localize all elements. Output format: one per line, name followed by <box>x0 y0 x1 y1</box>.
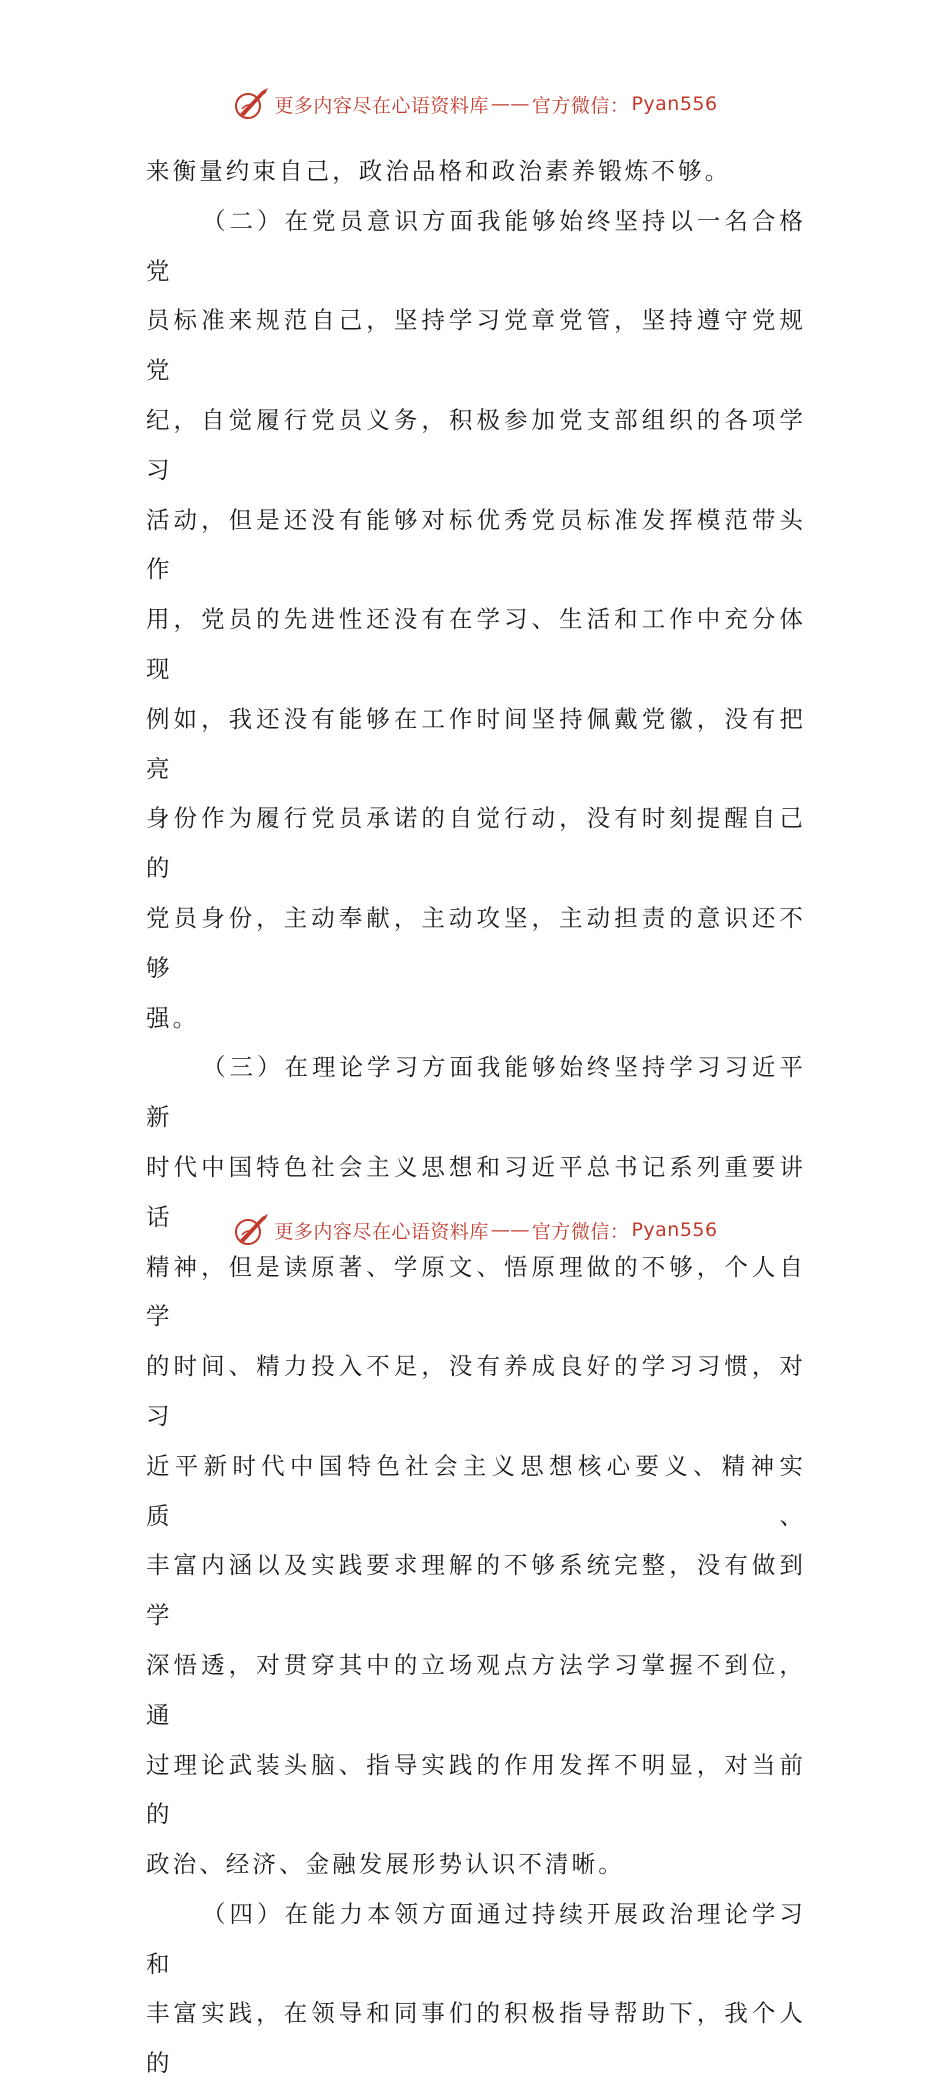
document-body <box>146 147 806 2089</box>
paragraph-3-line-1: （三）在理论学习方面我能够始终坚持学习习近平新 <box>146 1053 806 1132</box>
paragraph-2-line-8: 党员身份，主动奉献，主动攻坚，主动担责的意识还不够 <box>146 903 806 982</box>
footer-wechat-label: 官方微信： <box>531 1220 630 1243</box>
paragraph-3-line-4: 的时间、精力投入不足，没有养成良好的学习习惯，对习 <box>146 1352 806 1430</box>
paragraph-3-line-5: 近平新时代中国特色社会主义思想核心要义、精神实质、 <box>146 1451 806 1530</box>
paragraph-2-line-3: 纪，自觉履行党员义务，积极参加党支部组织的各项学习 <box>146 405 806 484</box>
quill-pen-logo-icon <box>232 87 270 121</box>
paragraph-3-line-6: 丰富内涵以及实践要求理解的不够系统完整，没有做到学 <box>146 1551 806 1630</box>
paragraph-2-line-2: 员标准来规范自己，坚持学习党章党管，坚持遵守党规党 <box>146 306 806 385</box>
paragraph-2-line-1: （二）在党员意识方面我能够始终坚持以一名合格党 <box>146 206 806 285</box>
paragraph-2-line-9: 强。 <box>146 1003 200 1032</box>
paragraph-2-line-4: 活动，但是还没有能够对标优秀党员标准发挥模范带头作 <box>146 505 806 584</box>
header-wechat-id: Pyan556 <box>631 93 718 115</box>
paragraph-3-line-2: 时代中国特色社会主义思想和习近平总书记系列重要讲话 <box>146 1152 806 1231</box>
paragraph-3-line-8: 过理论武装头脑、指导实践的作用发挥不明显，对当前的 <box>146 1750 806 1829</box>
header-site-text: 更多内容尽在心语资料库 <box>274 94 489 117</box>
paragraph-2-line-5: 用，党员的先进性还没有在学习、生活和工作中充分体现 <box>146 605 806 683</box>
quill-pen-logo-icon <box>232 1213 270 1247</box>
footer-site-text: 更多内容尽在心语资料库 <box>274 1220 489 1243</box>
footer-wechat-id: Pyan556 <box>631 1219 718 1241</box>
paragraph-4-line-2: 丰富实践，在领导和同事们的积极指导帮助下，我个人的 <box>146 1999 806 2078</box>
paragraph-2-line-6: 例如，我还没有能够在工作时间坚持佩戴党徽，没有把亮 <box>146 704 806 783</box>
paragraph-3-line-7: 深悟透，对贯穿其中的立场观点方法学习掌握不到位，通 <box>146 1650 806 1729</box>
footer-dash: —— <box>490 1219 530 1241</box>
header-wechat-label: 官方微信： <box>531 94 630 117</box>
paragraph-3-line-3: 精神，但是读原著、学原文、悟原理做的不够，个人自学 <box>146 1252 806 1331</box>
footer-watermark-banner <box>0 1210 950 1250</box>
paragraph-1-line-1: 来衡量约束自己，政治品格和政治素养锻炼不够。 <box>146 157 732 185</box>
paragraph-2-line-7: 身份作为履行党员承诺的自觉行动，没有时刻提醒自己的 <box>146 804 806 883</box>
header-watermark-banner <box>0 84 950 124</box>
header-dash: —— <box>490 93 530 115</box>
paragraph-3-line-9: 政治、经济、金融发展形势认识不清晰。 <box>146 1850 625 1879</box>
paragraph-4-line-1: （四）在能力本领方面通过持续开展政治理论学习和 <box>146 1899 806 1978</box>
